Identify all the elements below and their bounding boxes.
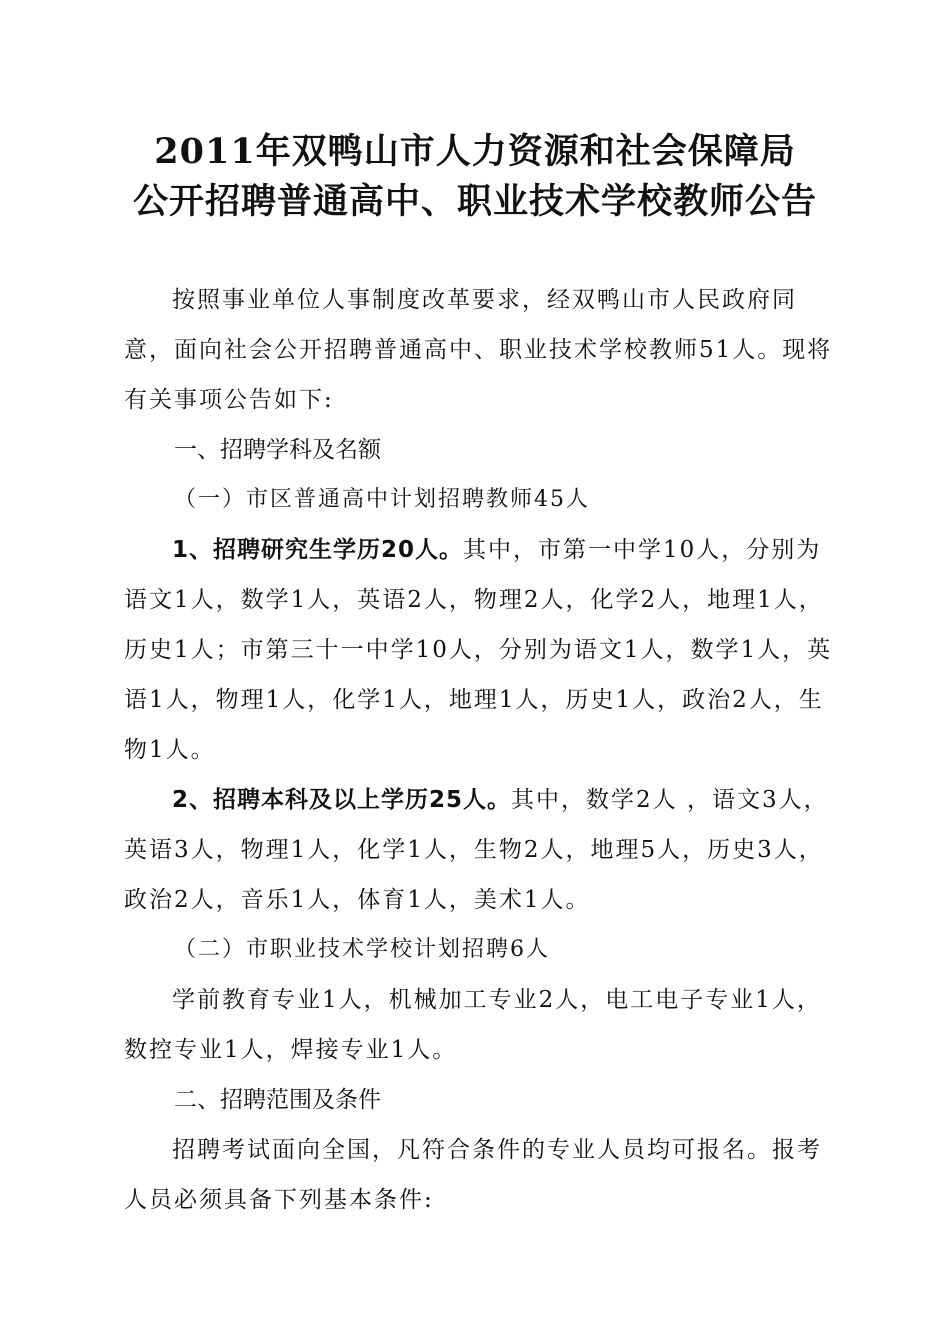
document-title-line-1: 2011年双鸭山市人力资源和社会保障局 [154,131,796,172]
subsection-2-heading: （二）市职业技术学校计划招聘6人 [174,937,550,962]
section-2-heading: 二、招聘范围及条件 [174,1087,381,1113]
section-1-heading: 一、招聘学科及名额 [174,437,381,463]
document-title-line-2: 公开招聘普通高中、职业技术学校教师公告 [132,181,817,222]
intro-paragraph: 按照事业单位人事制度改革要求，经双鸭山市人民政府同意，面向社会公开招聘普通高中、职业技术学校教师51人。现将有关事项公告如下: [124,287,833,413]
item-1-paragraph [124,525,844,775]
item-2-paragraph [124,775,844,925]
item-2-lead: 2、招聘本科及以上学历25人。 [172,787,512,813]
section-2-paragraph: 招聘考试面向全国，凡符合条件的专业人员均可报名。报考人员必须具备下列基本条件: [124,1137,822,1213]
item-2-text: 其中，数学2人 ，语文3人，英语3人，物理1人，化学1人，生物2人，地理5人，历史3人，政治2人，音乐1人，体育1人，美术1人。 [124,787,829,913]
subsection-2-paragraph: 学前教育专业1人，机械加工专业2人，电工电子专业1人，数控专业1人，焊接专业1人。 [124,987,822,1063]
subsection-1-heading: （一）市区普通高中计划招聘教师45人 [174,487,590,512]
item-1-text: 其中，市第一中学10人，分别为语文1人，数学1人，英语2人，物理2人，化学2人，地理1人，历史1人；市第三十一中学10人，分别为语文1人，数学1人，英语1人，物理1人，化学1人，地理1人，历史1人，政治2人，生物1人。 [124,537,833,763]
item-1-lead: 1、招聘研究生学历20人。 [172,537,464,563]
